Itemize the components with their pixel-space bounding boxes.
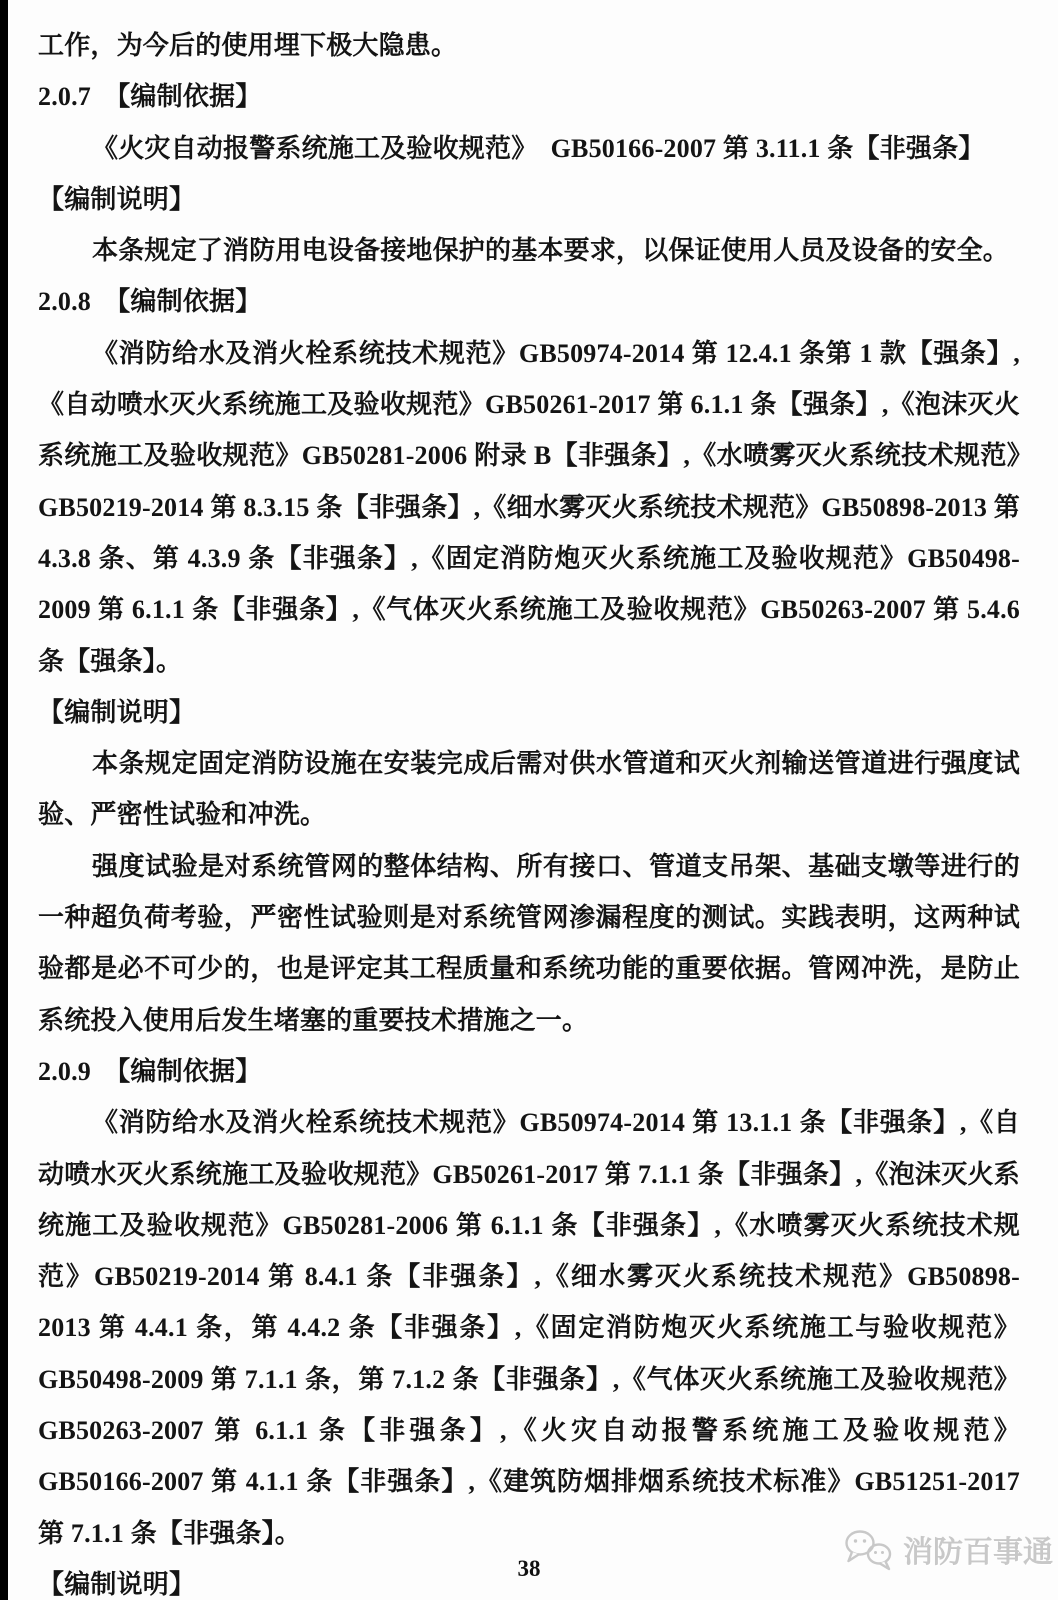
section-heading-2-0-8: 2.0.8 【编制依据】 <box>38 287 262 317</box>
section-heading-2-0-7: 2.0.7 【编制依据】 <box>38 82 262 112</box>
watermark-text: 消防百事通 <box>903 1536 1053 1569</box>
page-number: 38 <box>517 1556 541 1581</box>
reference-paragraph: 《消防给水及消火栓系统技术规范》GB50974-2014 第 12.4.1 条第 1 款【强条】,《自动喷水灭火系统施工及验收规范》GB50261-2017 第 6.1.1 条【强条】,《泡沫灭火系统施工及验收规范》GB50281-2006 附录 B【非强条】,《水喷雾灭火系统技术规范》GB50219-2014 第 8.3.15 条【非强条】,《细水雾灭火系统技术规范》GB50898-2013 第 4.3.8 条、第 4.3.9 条【非强条】,《固定消防炮灭火系统施工及验收规范》GB50498-2009 第 6.1.1 条【非强条】,《气体灭火系统施工及验收规范》GB50263-2007 第 5.4.6 条【强条】。 <box>38 338 1020 676</box>
compilation-note-heading: 【编制说明】 <box>38 1569 196 1599</box>
document-body <box>38 20 1020 1600</box>
compilation-note-heading: 【编制说明】 <box>38 184 196 214</box>
note-paragraph: 本条规定了消防用电设备接地保护的基本要求，以保证使用人员及设备的安全。 <box>92 236 1010 266</box>
scan-edge-artifact <box>0 0 8 1600</box>
section-heading-2-0-9: 2.0.9 【编制依据】 <box>38 1056 262 1086</box>
note-paragraph: 本条规定固定消防设施在安装完成后需对供水管道和灭火剂输送管道进行强度试验、严密性试验和冲洗。 <box>38 749 1020 830</box>
note-paragraph: 强度试验是对系统管网的整体结构、所有接口、管道支吊架、基础支墩等进行的一种超负荷考验，严密性试验则是对系统管网渗漏程度的测试。实践表明，这两种试验都是必不可少的，也是评定其工程质量和系统功能的重要依据。管网冲洗，是防止系统投入使用后发生堵塞的重要技术措施之一。 <box>38 851 1020 1035</box>
compilation-note-heading: 【编制说明】 <box>38 697 196 727</box>
reference-paragraph: 《火灾自动报警系统施工及验收规范》 GB50166-2007 第 3.11.1 条【非强条】 <box>92 133 985 163</box>
continued-paragraph: 工作，为今后的使用埋下极大隐患。 <box>38 31 458 60</box>
reference-paragraph: 《消防给水及消火栓系统技术规范》GB50974-2014 第 13.1.1 条【非强条】,《自动喷水灭火系统施工及验收规范》GB50261-2017 第 7.1.1 条【非强条】,《泡沫灭火系统施工及验收规范》GB50281-2006 第 6.1.1 条【非强条】,《水喷雾灭火系统技术规范》GB50219-2014 第 8.4.1 条【非强条】,《细水雾灭火系统技术规范》GB50898-2013 第 4.4.1 条，第 4.4.2 条【非强条】,《固定消防炮灭火系统施工与验收规范》GB50498-2009 第 7.1.1 条，第 7.1.2 条【非强条】,《气体灭火系统施工及验收规范》GB50263-2007 第 6.1.1 条【非强条】,《火灾自动报警系统施工及验收规范》GB50166-2007 第 4.1.1 条【非强条】,《建筑防烟排烟系统技术标准》GB51251-2017 第 7.1.1 条【非强条】。 <box>38 1108 1020 1548</box>
